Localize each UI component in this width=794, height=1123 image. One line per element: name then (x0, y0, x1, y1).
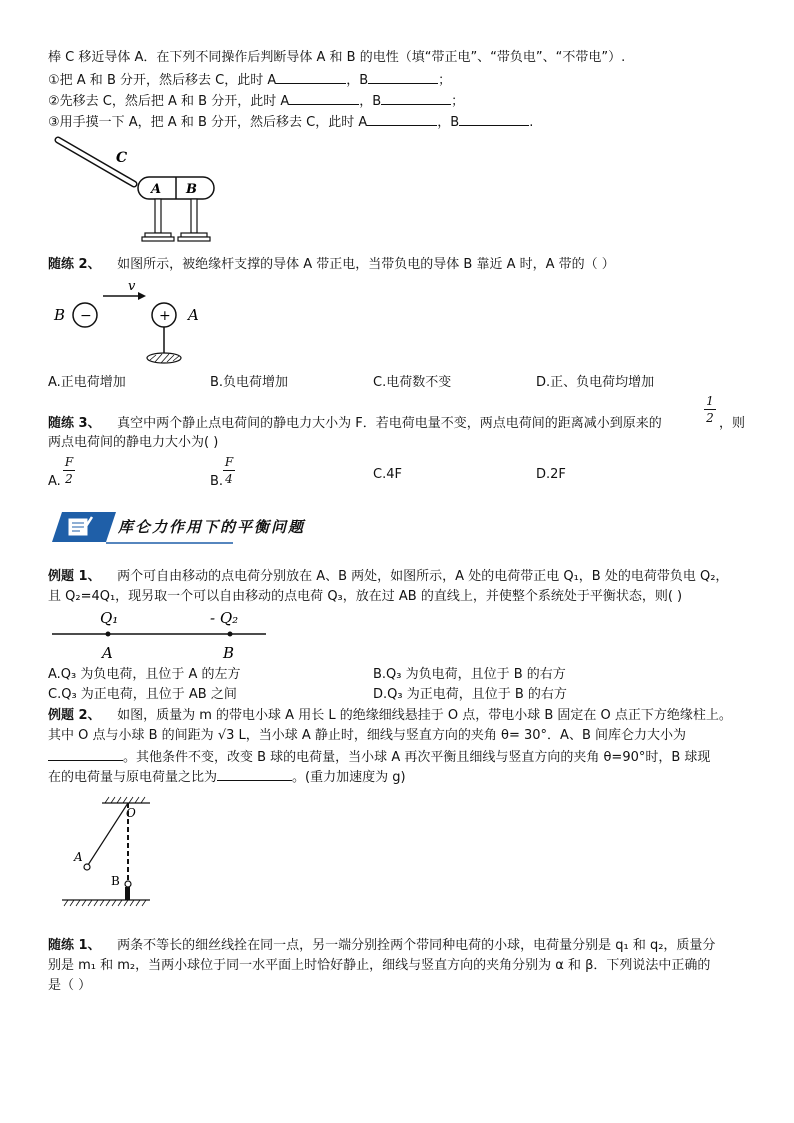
conductor-b-label: B (186, 182, 197, 197)
exercise-2-option-d[interactable]: D.正、负电荷均增加 (536, 375, 655, 390)
exercise-4-text-3: 是（ ） (48, 978, 92, 993)
charge-a-sign: + (159, 308, 171, 324)
exercise-4-text-1: 两条不等长的细丝线拴在同一点，另一端分别拴两个带同种电荷的小球，电荷量分别是 q₁ 和 q₂，质量分 (117, 938, 716, 953)
exercise-3-text-2: 两点电荷间的静电力大小为( ) (48, 435, 219, 450)
exercise-3-option-a-fraction[interactable] (63, 455, 75, 486)
question-3 (48, 112, 533, 132)
charge-figure (50, 278, 210, 370)
exercise-3-text: 真空中两个静止点电荷间的静电力大小为 F．若电荷电量不变，两点电荷间的距离减小到原来的 (117, 416, 662, 431)
intro-line: 棒 C 移近导体 A．在下列不同操作后判断导体 A 和 B 的电性（填“带正电”、“带负电”、“不带电”）. (48, 50, 626, 65)
half-denominator: 2 (706, 411, 714, 425)
insulating-post (125, 887, 130, 900)
q2-blank-a[interactable] (289, 91, 359, 105)
example-2-text-4a: 在的电荷量与原电荷量之比为 (48, 770, 218, 785)
exercise-2-text: 如图所示，被绝缘杆支撑的导体 A 带正电，当带负电的导体 B 靠近 A 时，A 带的（ ） (117, 257, 615, 272)
q3-blank-b[interactable] (459, 112, 529, 126)
exercise-2-option-b[interactable]: B.负电荷增加 (210, 375, 289, 390)
half-fraction (704, 394, 716, 425)
q2-label: - Q₂ (210, 609, 239, 627)
velocity-arrow-head (138, 292, 146, 300)
q2-end: ； (451, 94, 465, 109)
line-charges-figure (50, 604, 270, 664)
question-2 (48, 91, 464, 111)
exercise-2-option-a[interactable]: A.正电荷增加 (48, 375, 126, 390)
example-1-stem (48, 568, 728, 586)
example-2-text-4b: 。(重力加速度为 g) (292, 770, 406, 785)
conductor-a-label: A (151, 182, 162, 197)
example-2-text-1: 如图，质量为 m 的带电小球 A 用长 L 的绝缘细线悬挂于 O 点，带电小球 B 固定在 O 点正下方绝缘柱上。 (117, 708, 732, 723)
half-numerator: 1 (706, 394, 714, 408)
point-a (106, 632, 111, 637)
rod-c-label: C (116, 150, 128, 166)
ball-b-label: B (111, 874, 120, 888)
example-2-blank-1[interactable] (48, 747, 123, 761)
example-1-option-a[interactable]: A.Q₃ 为负电荷，且位于 A 的左方 (48, 667, 241, 682)
example-1-text-2: 且 Q₂=4Q₁，现另取一个可以自由移动的点电荷 Q₃，放在过 AB 的直线上，并使整个系统处于平衡状态，则( ) (48, 589, 683, 604)
q3-blank-a[interactable] (367, 112, 437, 126)
example-1-tag: 例题 1、 (48, 569, 101, 584)
exercise-3-option-b-fraction[interactable] (223, 455, 235, 486)
q1-blank-a[interactable] (276, 70, 346, 84)
ball-b (125, 881, 131, 887)
exercise-2-stem (48, 256, 615, 274)
velocity-label: v (128, 279, 136, 294)
example-2-blank-2[interactable] (217, 767, 292, 781)
example-1-text-1: 两个可自由移动的点电荷分别放在 A、B 两处，如图所示，A 处的电荷带正电 Q₁，B 处的电荷带负电 Q₂， (117, 569, 729, 584)
floor (62, 900, 150, 906)
exercise-3-option-a-prefix[interactable]: A. (48, 474, 61, 489)
exercise-3-text-end: ，则 (719, 416, 746, 431)
q3-mid: ，B (437, 115, 460, 130)
exercise-4-tag: 随练 1、 (48, 938, 101, 953)
question-1 (48, 70, 451, 90)
example-1-option-c[interactable]: C.Q₃ 为正电荷，且位于 AB 之间 (48, 687, 237, 702)
conductor-figure (50, 132, 230, 247)
exercise-4-stem (48, 937, 715, 955)
exercise-3-option-d[interactable]: D.2F (536, 467, 566, 482)
point-b-label: B (223, 644, 235, 662)
point-a-label: A (102, 644, 113, 662)
q2-mid: ，B (359, 94, 382, 109)
section-title: 库仑力作用下的平衡问题 (118, 518, 306, 536)
ball-a (84, 864, 90, 870)
point-o-label: O (126, 806, 136, 820)
charge-b-sign: − (80, 308, 92, 324)
q2-blank-b[interactable] (381, 91, 451, 105)
exercise-3-stem (48, 415, 662, 433)
notepad-icon (68, 517, 92, 536)
exercise-3-tag: 随练 3、 (48, 416, 101, 431)
q1-end: ； (438, 73, 452, 88)
example-1-option-d[interactable]: D.Q₃ 为正电荷，且位于 B 的右方 (373, 687, 567, 702)
q2-prefix: ②先移去 C，然后把 A 和 B 分开，此时 A (48, 94, 290, 109)
q1-mid: ，B (346, 73, 369, 88)
pendulum-figure (58, 795, 158, 915)
example-2-text-3: 。其他条件不变，改变 B 球的电荷量，当小球 A 再次平衡且细线与竖直方向的夹角 θ=90°时，B 球现 (123, 750, 711, 765)
charge-a-label: A (188, 306, 199, 324)
example-2-text-2: 其中 O 点与小球 B 的间距为 √3 L，当小球 A 静止时，细线与竖直方向的夹角 θ= 30°．A、B 间库仑力大小为 (48, 728, 686, 743)
exercise-2-option-c[interactable]: C.电荷数不变 (373, 375, 452, 390)
exercise-4-text-2: 别是 m₁ 和 m₂，当两小球位于同一水平面上时恰好静止，细线与竖直方向的夹角分别为 α 和 β．下列说法中正确的 (48, 958, 711, 973)
ceiling (102, 797, 150, 803)
exercise-3-option-b-prefix[interactable]: B. (210, 474, 224, 489)
exercise-2-tag: 随练 2、 (48, 257, 101, 272)
example-2-stem (48, 707, 732, 725)
option-b-numerator: F (224, 455, 234, 469)
thread (88, 803, 128, 865)
example-2-line-3 (48, 747, 710, 767)
stand-a (142, 199, 174, 241)
option-b-denominator: 4 (225, 472, 233, 486)
charge-b-label: B (54, 306, 66, 324)
point-b (228, 632, 233, 637)
stand-b (178, 199, 210, 241)
example-2-tag: 例题 2、 (48, 708, 101, 723)
ball-a-label: A (74, 850, 83, 864)
option-a-numerator: F (64, 455, 74, 469)
example-1-option-b[interactable]: B.Q₃ 为负电荷，且位于 B 的右方 (373, 667, 566, 682)
q1-label: Q₁ (100, 609, 119, 627)
option-a-denominator: 2 (65, 472, 73, 486)
q3-prefix: ③用手摸一下 A，把 A 和 B 分开，然后移去 C，此时 A (48, 115, 368, 130)
q3-end: . (529, 115, 534, 130)
exercise-3-option-c[interactable]: C.4F (373, 467, 402, 482)
q1-prefix: ①把 A 和 B 分开，然后移去 C，此时 A (48, 73, 277, 88)
q1-blank-b[interactable] (368, 70, 438, 84)
example-2-line-4 (48, 767, 406, 787)
